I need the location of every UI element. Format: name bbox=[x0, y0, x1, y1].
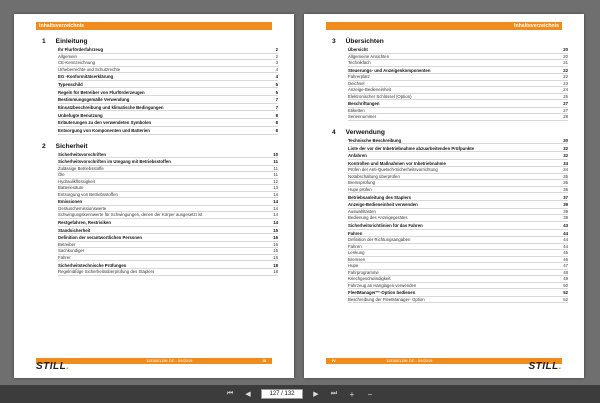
toc-entry[interactable] bbox=[348, 153, 568, 160]
toc-entry-title: Fahrerplatz bbox=[348, 74, 370, 80]
toc-entry-title: Anzeige-Bedieneinheit bbox=[348, 87, 392, 93]
toc-entry-title: Auswahltasten bbox=[348, 208, 376, 214]
toc-entry-page: 2 bbox=[275, 53, 278, 59]
toc-entry-title: Anzeige-Bedieneinheit verwenden bbox=[348, 202, 418, 208]
toc-entry-title: Technische Beschreibung bbox=[348, 137, 402, 143]
footer-page-number: III bbox=[262, 358, 266, 363]
chapter-number: 4 bbox=[332, 128, 336, 136]
toc-entry-title: Fahrprogramme bbox=[348, 269, 379, 275]
toc-list bbox=[58, 47, 278, 135]
toc-entry-page: 24 bbox=[563, 87, 568, 93]
toc-list bbox=[58, 152, 278, 276]
still-logo: STILL. bbox=[528, 361, 562, 372]
chapter-number: 1 bbox=[42, 38, 46, 45]
footer-code: 1153801156 DE - 09/2019 bbox=[146, 358, 193, 363]
toc-entry[interactable] bbox=[348, 187, 568, 194]
toc-entry-page: 12 bbox=[273, 178, 278, 184]
toc-entry[interactable] bbox=[348, 94, 568, 101]
toc-entry-title: Fahren bbox=[348, 243, 362, 249]
toc-entry-page: 21 bbox=[563, 60, 568, 65]
chapter-gap bbox=[326, 121, 568, 129]
toc-entry-page: 34 bbox=[563, 167, 568, 173]
toc-entry-title: Ihr Flurförderfahrzeug bbox=[58, 47, 104, 52]
toc-entry-page: 15 bbox=[273, 227, 278, 233]
toc-entry-title: Deichsel bbox=[348, 80, 365, 86]
toc-entry[interactable] bbox=[348, 195, 568, 202]
toc-entry-page: 32 bbox=[563, 153, 568, 159]
toc-entry-page: 49 bbox=[563, 276, 568, 282]
toc-entry-title: Kriechgeschwindigkeit bbox=[348, 276, 391, 282]
toc-entry-page: 18 bbox=[273, 269, 278, 275]
toc-entry-page: 44 bbox=[563, 230, 568, 236]
toc-entry-title: Bestimmungsgemäße Verwendung bbox=[58, 97, 130, 103]
chapter-heading[interactable] bbox=[332, 129, 568, 136]
toc-entry-page: 20 bbox=[563, 53, 568, 59]
toc-entry-title: Allgemein bbox=[58, 53, 77, 59]
toc-list bbox=[348, 47, 568, 121]
toc-entry-page: 23 bbox=[563, 80, 568, 86]
toc-entry[interactable] bbox=[58, 97, 278, 104]
toc-entry-page: 14 bbox=[273, 205, 278, 211]
toc-entry-title: Hupe prüfen bbox=[348, 186, 372, 192]
toc-entry-title: Kontrollen und Maßnahmen vor Inbetriebnahme bbox=[348, 160, 446, 166]
toc-entry-title: Sicherheitsvorschriften im Umgang mit Betriebsstoffen bbox=[58, 159, 171, 165]
toc-entry-page: 20 bbox=[563, 47, 568, 52]
toc-entry-page: 22 bbox=[563, 74, 568, 80]
toc-entry-page: 46 bbox=[563, 256, 568, 262]
toc-entry-page: 39 bbox=[563, 208, 568, 214]
toc-entry-page: 7 bbox=[275, 104, 278, 110]
toc-page-left bbox=[14, 14, 294, 378]
toc-entry-page: 27 bbox=[563, 107, 568, 113]
toc-entry[interactable] bbox=[58, 74, 278, 81]
toc-entry-title: Sicherheitstechnische Prüfungen bbox=[58, 262, 127, 268]
toc-entry-title: Fahrer bbox=[58, 254, 71, 260]
toc-entry-title: Bremsprüfung bbox=[348, 180, 375, 186]
toc-entry-page: 13 bbox=[273, 185, 278, 191]
toc-entry-title: Lenkung bbox=[348, 250, 365, 256]
toc-entry-title: Etiketten bbox=[348, 107, 365, 113]
toc-entry-title: Betriebsanleitung des Staplers bbox=[348, 194, 412, 200]
toc-entry-title: Hydraulikflüssigkeit bbox=[58, 178, 95, 184]
toc-entry-page: 35 bbox=[563, 180, 568, 186]
chapter-heading[interactable] bbox=[42, 143, 278, 150]
last-page-icon[interactable]: ⏭ bbox=[330, 390, 338, 397]
toc-entry-title: Öle bbox=[58, 172, 65, 178]
toc-entry-title: Allgemeine Ansichten bbox=[348, 53, 390, 59]
toc-entry-page: 16 bbox=[273, 254, 278, 260]
toc-entry-page: 32 bbox=[563, 145, 568, 151]
toc-entry[interactable] bbox=[58, 113, 278, 120]
toc-entry-page: 35 bbox=[563, 173, 568, 179]
toc-entry-title: Schwingungskennwerte für Schwingungen, denen der Körper ausgesetzt ist bbox=[58, 212, 203, 218]
toc-content bbox=[36, 38, 278, 276]
toc-entry[interactable] bbox=[348, 297, 568, 304]
toc-entry[interactable] bbox=[348, 215, 568, 222]
toc-entry-page: 11 bbox=[273, 159, 278, 165]
toc-entry[interactable] bbox=[58, 269, 278, 276]
toc-entry-page: 43 bbox=[563, 223, 568, 228]
toc-entry-title: Entsorgung von Betriebsstoffen bbox=[58, 191, 118, 197]
toc-content bbox=[326, 38, 568, 303]
toc-entry-page: 5 bbox=[275, 89, 278, 95]
toc-entry[interactable] bbox=[348, 138, 568, 145]
toc-entry-title: Definition der Richtungsangaben bbox=[348, 237, 411, 243]
next-page-icon[interactable]: ▶ bbox=[313, 391, 319, 398]
toc-entry[interactable] bbox=[348, 223, 568, 230]
toc-entry-page: 16 bbox=[273, 235, 278, 241]
zoom-in-icon[interactable]: + bbox=[349, 389, 355, 399]
toc-entry-title: Fahrzeug an Hanglagen verwenden bbox=[348, 282, 417, 288]
toc-entry-title: Typenschild bbox=[58, 81, 83, 87]
toc-entry-title: Elektronischer Schlüssel (Option) bbox=[348, 93, 412, 99]
toc-entry-title: Technikfach bbox=[348, 60, 371, 65]
toc-entry-page: 45 bbox=[563, 250, 568, 256]
toc-entry-page: 39 bbox=[563, 215, 568, 221]
toc-entry[interactable] bbox=[58, 212, 278, 219]
toc-entry-title: Übersicht bbox=[348, 47, 368, 52]
chapter-heading[interactable] bbox=[42, 38, 278, 45]
toc-entry-page: 10 bbox=[273, 151, 278, 157]
toc-entry-title: Anfahren bbox=[348, 153, 367, 159]
toc-list bbox=[348, 138, 568, 304]
toc-entry-title: Batteriesäure bbox=[58, 185, 84, 191]
toc-entry-page: 8 bbox=[275, 112, 278, 118]
toc-entry-title: Sachkundiger bbox=[58, 248, 85, 254]
toc-entry[interactable] bbox=[58, 67, 278, 74]
toc-entry[interactable] bbox=[58, 90, 278, 97]
toc-entry-title: Hupe bbox=[348, 263, 359, 269]
toc-entry-title: Betreiber bbox=[58, 241, 76, 247]
first-page-icon[interactable]: ⏮ bbox=[226, 390, 234, 397]
toc-entry[interactable] bbox=[58, 228, 278, 235]
toc-entry-page: 8 bbox=[275, 128, 278, 133]
toc-entry-page: 8 bbox=[275, 120, 278, 126]
toc-entry-page: 4 bbox=[275, 74, 278, 80]
toc-entry-page: 11 bbox=[273, 165, 278, 171]
toc-entry-title: Erläuterungen zu den verwendeten Symbolen bbox=[58, 120, 152, 126]
toc-entry[interactable] bbox=[348, 60, 568, 67]
chapter-heading[interactable] bbox=[332, 38, 568, 45]
toc-entry-title: Beschreibung der FleetManager- Option bbox=[348, 296, 425, 302]
toc-entry-page: 16 bbox=[273, 241, 278, 247]
page-number-input[interactable]: 127 / 132 bbox=[261, 389, 303, 399]
footer-code: 1153801156 DE - 09/2019 bbox=[386, 358, 433, 363]
toc-entry-page: 48 bbox=[563, 269, 568, 275]
header-title: Inhaltsverzeichnis bbox=[39, 23, 84, 29]
toc-entry-page: 2 bbox=[275, 47, 278, 52]
toc-entry-title: FleetManager™-Option bedienen bbox=[348, 290, 416, 296]
toc-entry-title: Regelmäßige Sicherheitsüberprüfung des Staplers bbox=[58, 269, 155, 275]
zoom-out-icon[interactable]: − bbox=[367, 389, 373, 399]
toc-entry-page: 52 bbox=[563, 290, 568, 296]
chapter-title: Übersichten bbox=[345, 38, 384, 45]
toc-entry-page: 47 bbox=[563, 263, 568, 269]
toc-entry-title: Bremsen bbox=[348, 256, 366, 262]
toc-entry-page: 22 bbox=[563, 67, 568, 73]
footer-bar bbox=[326, 358, 562, 364]
toc-entry-title: Entsorgung von Komponenten und Batterien bbox=[58, 128, 150, 133]
toc-entry-page: 44 bbox=[563, 243, 568, 249]
toc-entry-title: Regeln für Betreiber von Flurförderzeugen bbox=[58, 89, 145, 95]
toc-entry-page: 14 bbox=[273, 199, 278, 205]
toc-entry-title: Geräuschemissionswerte bbox=[58, 205, 107, 211]
toc-entry-page: 28 bbox=[563, 114, 568, 120]
toc-entry-page: 14 bbox=[273, 220, 278, 226]
toc-entry-title: Zulässige Betriebsstoffe bbox=[58, 165, 104, 171]
toc-entry-title: Unbefugte Benutzung bbox=[58, 112, 103, 118]
toc-page-right bbox=[304, 14, 584, 378]
header-bar bbox=[36, 22, 272, 30]
toc-entry-title: Emissionen bbox=[58, 199, 83, 205]
toc-entry-title: Beschriftungen bbox=[348, 101, 380, 107]
chapter-number: 2 bbox=[42, 142, 46, 150]
toc-entry-title: Notabschaltung überprüfen bbox=[348, 173, 400, 179]
toc-entry-title: Sicherheitsvorschriften bbox=[58, 151, 106, 157]
toc-entry-title: Sicherheitsrichtlinien für das Fahren bbox=[348, 223, 423, 228]
toc-entry-page: 16 bbox=[273, 248, 278, 254]
chapter-number: 3 bbox=[332, 38, 336, 45]
toc-entry-title: Bedienung des Anzeigegerätes bbox=[348, 215, 408, 221]
toc-entry-page: 37 bbox=[563, 194, 568, 200]
toc-entry-title: Einsatzbeschreibung und klimatische Bedingungen bbox=[58, 104, 164, 110]
toc-entry-page: 44 bbox=[563, 237, 568, 243]
toc-entry[interactable] bbox=[348, 283, 568, 290]
chapter-title: Sicherheit bbox=[55, 142, 88, 150]
toc-entry-page: 7 bbox=[275, 97, 278, 103]
prev-page-icon[interactable]: ◀ bbox=[245, 391, 251, 398]
toc-entry-title: EG -Konformitätserklärung bbox=[58, 74, 114, 80]
toc-entry-page: 27 bbox=[563, 101, 568, 107]
toc-entry-title: Steuerungs- und Anzeigenkomponenten bbox=[348, 67, 431, 73]
toc-entry-page: 3 bbox=[275, 60, 278, 65]
toc-entry-title: Restgefahren, Restrisiken bbox=[58, 220, 112, 226]
toc-entry-page: 4 bbox=[275, 66, 278, 72]
toc-entry-title: Urheberrechte und Schutzrechte bbox=[58, 66, 121, 72]
toc-entry-page: 36 bbox=[563, 186, 568, 192]
chapter-title: Verwendung bbox=[345, 128, 385, 136]
toc-entry[interactable] bbox=[58, 105, 278, 112]
toc-entry-page: 30 bbox=[563, 137, 568, 143]
toc-entry[interactable] bbox=[58, 192, 278, 199]
toc-entry-page: 25 bbox=[563, 93, 568, 99]
footer-page-number: IV bbox=[332, 358, 336, 363]
viewer-toolbar bbox=[0, 385, 600, 403]
toc-entry-page: 18 bbox=[273, 262, 278, 268]
header-title: Inhaltsverzeichnis bbox=[514, 23, 559, 29]
chapter-gap bbox=[36, 135, 278, 143]
toc-entry-title: Liste der vor der Inbetriebnahme abzuarbeitenden Prüfpunkte bbox=[348, 145, 475, 151]
toc-entry[interactable] bbox=[58, 152, 278, 159]
toc-entry-page: 14 bbox=[273, 212, 278, 218]
toc-entry[interactable] bbox=[58, 255, 278, 262]
toc-entry-title: Prüfen der Anti-Quetsch-Sicherheitsvorrichtung bbox=[348, 167, 438, 173]
toc-entry-page: 39 bbox=[563, 202, 568, 208]
toc-entry-title: Standsicherheit bbox=[58, 227, 91, 233]
toc-entry-page: 52 bbox=[563, 296, 568, 302]
toc-entry[interactable] bbox=[348, 146, 568, 153]
toc-entry-title: CE-Kennzeichnung bbox=[58, 60, 96, 65]
toc-entry[interactable] bbox=[58, 82, 278, 89]
toc-entry-title: Fahren bbox=[348, 230, 363, 236]
still-logo: STILL. bbox=[36, 361, 70, 372]
toc-entry[interactable] bbox=[58, 120, 278, 127]
toc-entry[interactable] bbox=[58, 220, 278, 227]
toc-entry-title: Definition der verantwortlichen Personen bbox=[58, 235, 143, 241]
toc-entry-page: 11 bbox=[273, 172, 278, 178]
toc-entry-page: 14 bbox=[273, 191, 278, 197]
toc-entry-page: 50 bbox=[563, 282, 568, 288]
toc-entry-page: 5 bbox=[275, 81, 278, 87]
toc-entry-page: 34 bbox=[563, 160, 568, 166]
chapter-title: Einleitung bbox=[55, 38, 88, 45]
header-bar bbox=[326, 22, 562, 30]
toc-entry-title: Seriennummer bbox=[348, 114, 377, 120]
footer-bar bbox=[36, 358, 272, 364]
